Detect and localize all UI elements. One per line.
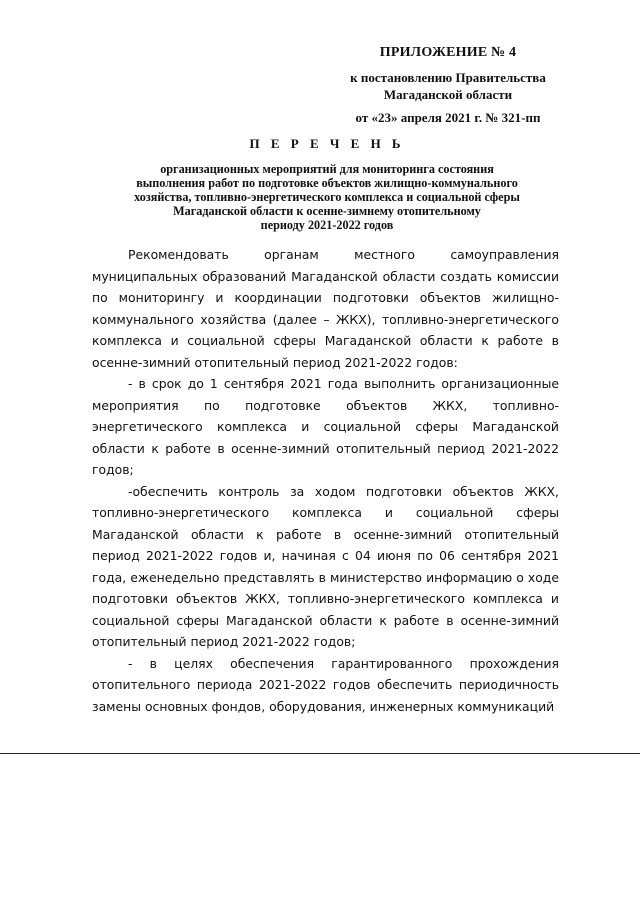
document-subtitle-line-5: периоду 2021-2022 годов [260, 218, 394, 232]
document-heading: П Е Р Е Ч Е Н Ь [249, 136, 405, 151]
document-subtitle-line-3: хозяйства, топливно-энергетического комплекса и социальной сферы [134, 190, 520, 204]
appendix-line-2: Магаданской области [383, 87, 513, 102]
appendix-date: от «23» апреля 2021 г. № 321-пп [355, 110, 541, 125]
appendix-header [328, 44, 568, 126]
footer-divider [0, 753, 640, 754]
paragraph-1: Рекомендовать органам местного самоуправления муниципальных образований Магаданской области создать комиссии по мониторингу и координации подготовки объектов жилищно-коммунального хозяйства (далее – ЖКХ), топливно-энергетического комплекса и социальной сферы Магаданской области к работе в осенне-зимний отопительный период 2021-2022 годов: [92, 247, 559, 370]
document-subtitle-line-4: Магаданской области к осенне-зимнему отопительному [173, 204, 481, 218]
document-subtitle-line-2: выполнения работ по подготовке объектов жилищно-коммунального [136, 176, 518, 190]
appendix-title: ПРИЛОЖЕНИЕ № 4 [379, 45, 517, 60]
document-subtitle-line-1: организационных мероприятий для мониторинга состояния [160, 162, 494, 176]
paragraph-2: - в срок до 1 сентября 2021 года выполнить организационные мероприятия по подготовке объектов ЖКХ, топливно-энергетического комплекса и социальной сферы Магаданской области к работе в осенне-зимний отопительный период 2021-2022 годов; [92, 376, 559, 477]
document-title-block [96, 136, 558, 232]
appendix-line-1: к постановлению Правительства [350, 70, 546, 85]
paragraph-4: - в целях обеспечения гарантированного прохождения отопительного периода 2021-2022 годов обеспечить периодичность замены основных фондов, оборудования, инженерных коммуникаций [92, 655, 559, 714]
document-body [92, 244, 559, 717]
paragraph-3: -обеспечить контроль за ходом подготовки объектов ЖКХ, топливно-энергетического комплекса и социальной сферы Магаданской области к работе в осенне-зимний отопительный период 2021-2022 годов и, начиная с 04 июня по 06 сентября 2021 года, еженедельно представлять в министерство информацию о ходе подготовки объектов ЖКХ, топливно-энергетического комплекса и социальной сферы Магаданской области к работе в осенне-зимний отопительный период 2021-2022 годов; [92, 483, 559, 649]
